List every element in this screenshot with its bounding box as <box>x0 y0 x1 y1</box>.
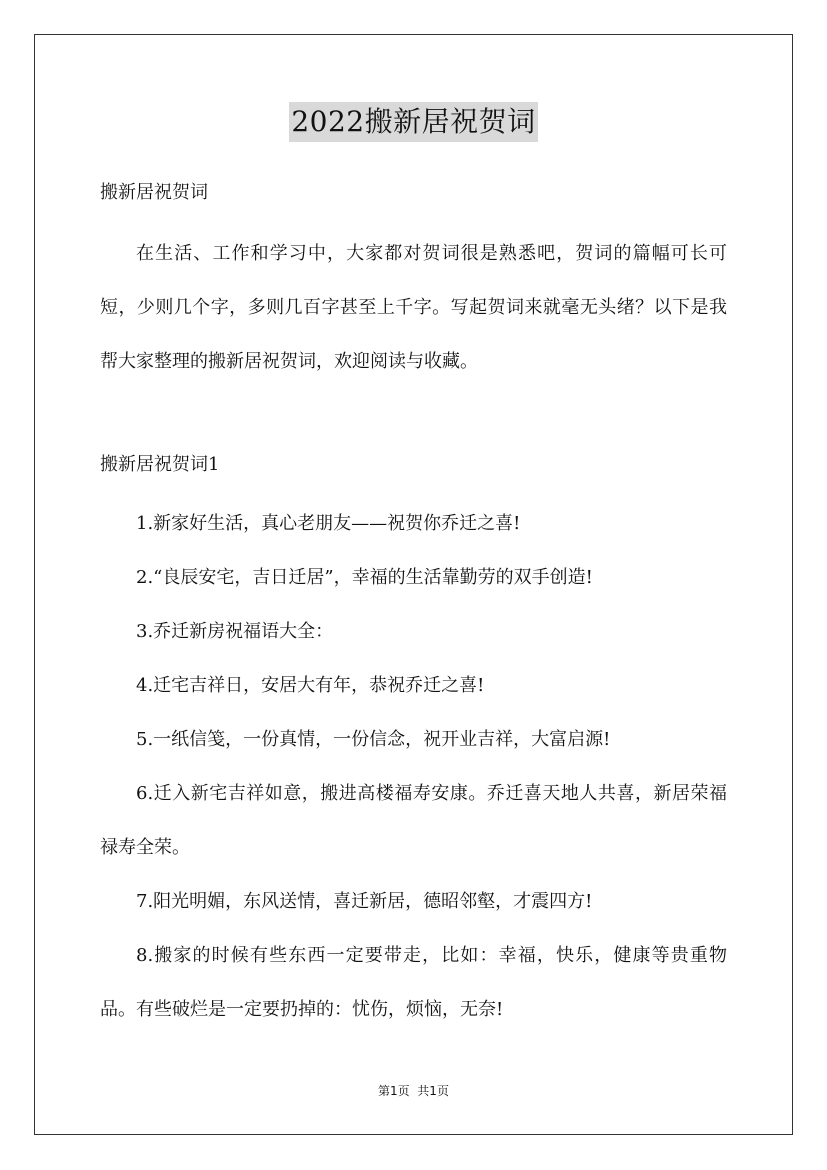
wish-item-6: 6.迁入新宅吉祥如意，搬进高楼福寿安康。乔迁喜天地人共喜，新居荣福禄寿全荣。 <box>100 783 727 858</box>
document-body <box>100 171 727 1037</box>
document-heading: 搬新居祝贺词 <box>100 182 208 203</box>
page-indicator: 第1页 共1页 <box>378 1084 449 1098</box>
section-heading: 搬新居祝贺词1 <box>100 454 220 475</box>
wish-item-1: 1.新家好生活，真心老朋友——祝贺你乔迁之喜! <box>136 513 521 534</box>
wish-item-8: 8.搬家的时候有些东西一定要带走，比如：幸福，快乐，健康等贵重物品。有些破烂是一定要扔掉的：忧伤，烦恼，无奈! <box>100 945 727 1020</box>
intro-paragraph: 在生活、工作和学习中，大家都对贺词很是熟悉吧，贺词的篇幅可长可短，少则几个字，多则几百字甚至上千字。写起贺词来就毫无头绪？以下是我帮大家整理的搬新居祝贺词，欢迎阅读与收藏。 <box>100 243 727 372</box>
wish-item-5: 5.一纸信笺，一份真情，一份信念，祝开业吉祥，大富启源! <box>136 729 611 750</box>
wish-item-2: 2.“良辰安宅，吉日迁居”，幸福的生活靠勤劳的双手创造! <box>136 567 593 588</box>
wish-item-7: 7.阳光明媚，东风送情，喜迁新居，德昭邻壑，才震四方! <box>136 891 593 912</box>
wish-item-4: 4.迁宅吉祥日，安居大有年，恭祝乔迁之喜! <box>136 675 485 696</box>
wish-list <box>100 497 727 1037</box>
document-title-container <box>0 102 827 142</box>
wish-item-3: 3.乔迁新房祝福语大全： <box>136 621 334 642</box>
document-title: 2022搬新居祝贺词 <box>289 102 537 142</box>
page-footer <box>0 1083 827 1099</box>
